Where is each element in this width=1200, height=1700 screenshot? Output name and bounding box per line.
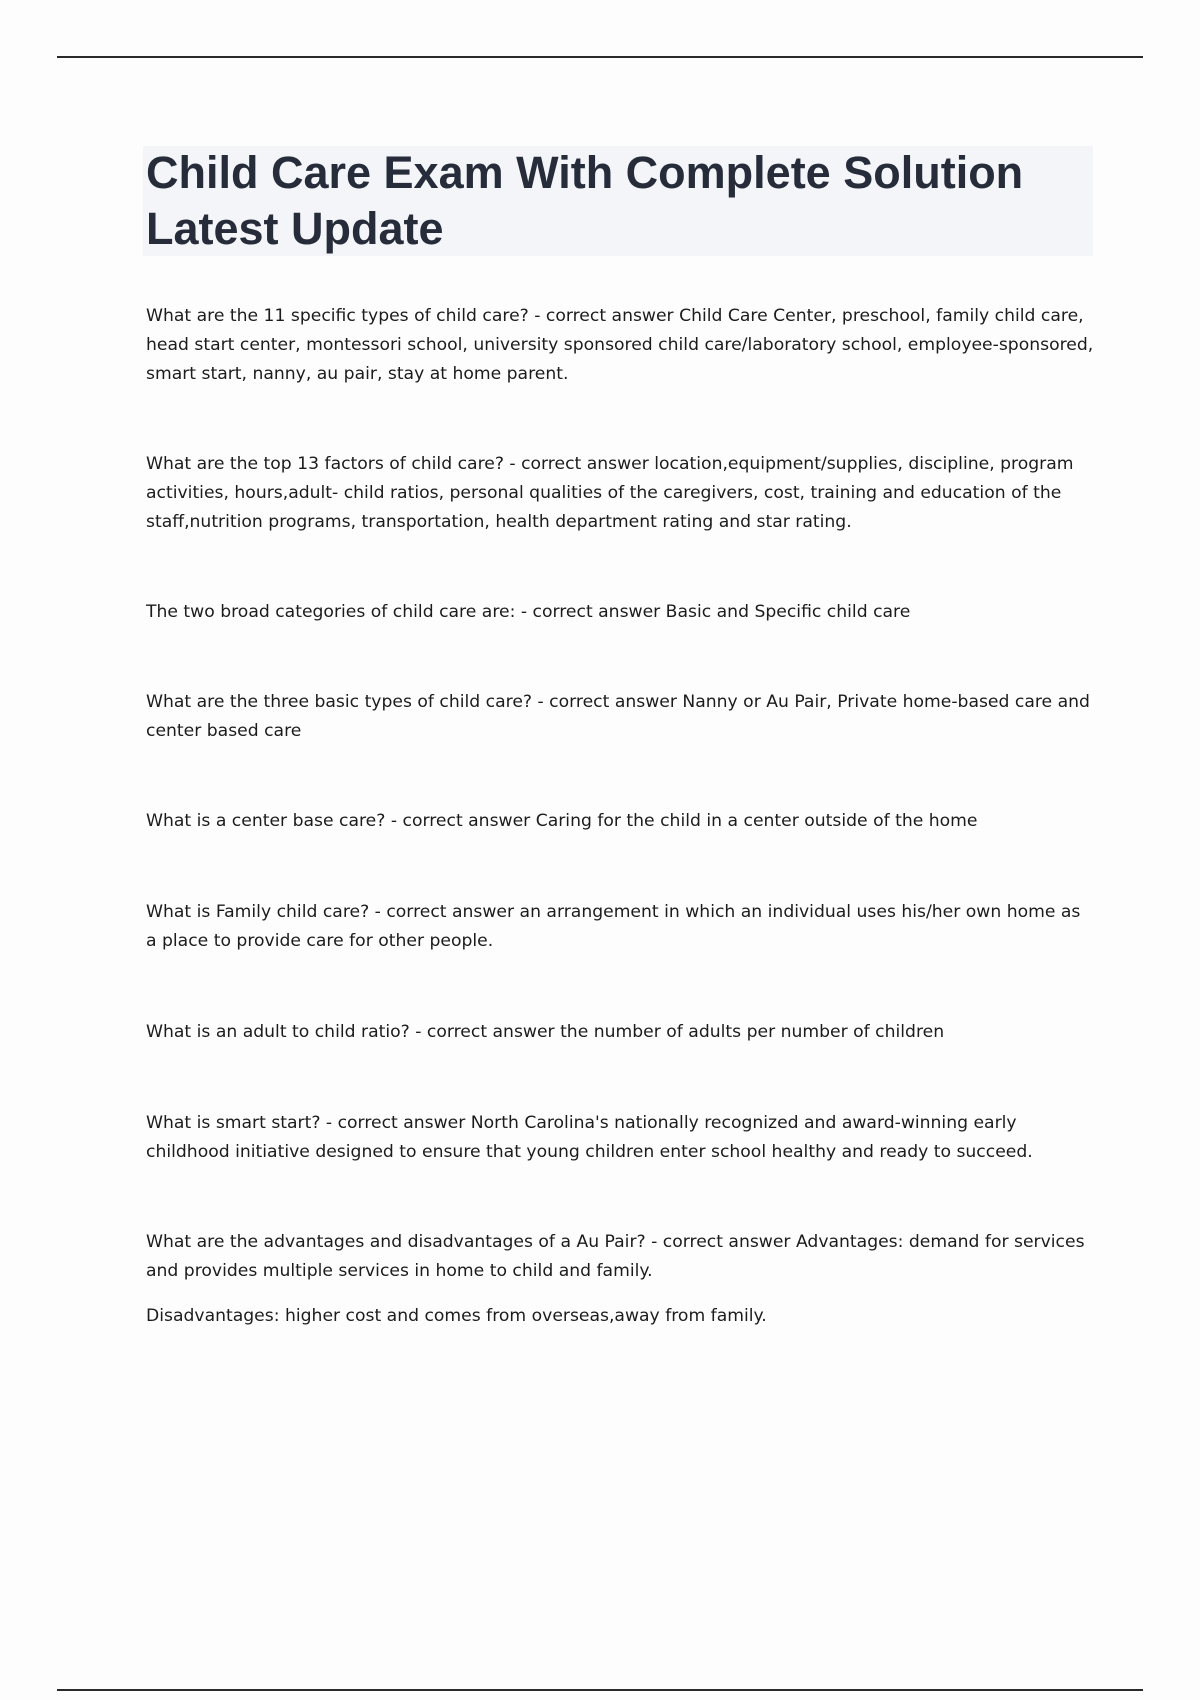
qa-text: What is an adult to child ratio? - correct answer the number of adults per number of children	[146, 1022, 945, 1042]
qa-text: What are the three basic types of child care? - correct answer Nanny or Au Pair, Private home-based care and center based care	[146, 692, 1090, 741]
top-divider	[57, 56, 1143, 58]
qa-text: What is smart start? - correct answer North Carolina's nationally recognized and award-winning early childhood initiative designed to ensure that young children enter school healthy and ready to succeed.	[146, 1113, 1033, 1162]
qa-item	[146, 598, 1096, 629]
qa-item	[146, 1228, 1096, 1331]
qa-text: What are the advantages and disadvantages of a Au Pair? - correct answer Advantages: demand for services and provides multiple services in home to child and family.	[146, 1232, 1085, 1281]
page-title: Child Care Exam With Complete Solution Latest Update	[146, 147, 1024, 254]
qa-text: The two broad categories of child care are: - correct answer Basic and Specific child care	[146, 602, 911, 622]
qa-item	[146, 898, 1096, 958]
qa-text-continued: Disadvantages: higher cost and comes from overseas,away from family.	[146, 1306, 767, 1326]
qa-text: What are the 11 specific types of child care? - correct answer Child Care Center, preschool, family child care, head start center, montessori school, university sponsored child care/laboratory school, employee-sponsored, smart start, nanny, au pair, stay at home parent.	[146, 306, 1094, 384]
bottom-divider	[57, 1689, 1143, 1691]
qa-item	[146, 807, 1096, 838]
qa-item	[146, 450, 1096, 540]
qa-list	[146, 302, 1096, 1331]
qa-item	[146, 302, 1096, 392]
qa-text: What is Family child care? - correct answer an arrangement in which an individual uses his/her own home as a place to provide care for other people.	[146, 902, 1081, 951]
qa-item	[146, 1109, 1096, 1169]
qa-item	[146, 1018, 1096, 1049]
qa-text: What is a center base care? - correct answer Caring for the child in a center outside of the home	[146, 811, 978, 831]
qa-text: What are the top 13 factors of child care? - correct answer location,equipment/supplies, discipline, program activities, hours,adult- child ratios, personal qualities of the caregivers, cost, training and education of the staff,nutrition programs, transportation, health department rating and star rating.	[146, 454, 1074, 532]
qa-item	[146, 688, 1096, 748]
